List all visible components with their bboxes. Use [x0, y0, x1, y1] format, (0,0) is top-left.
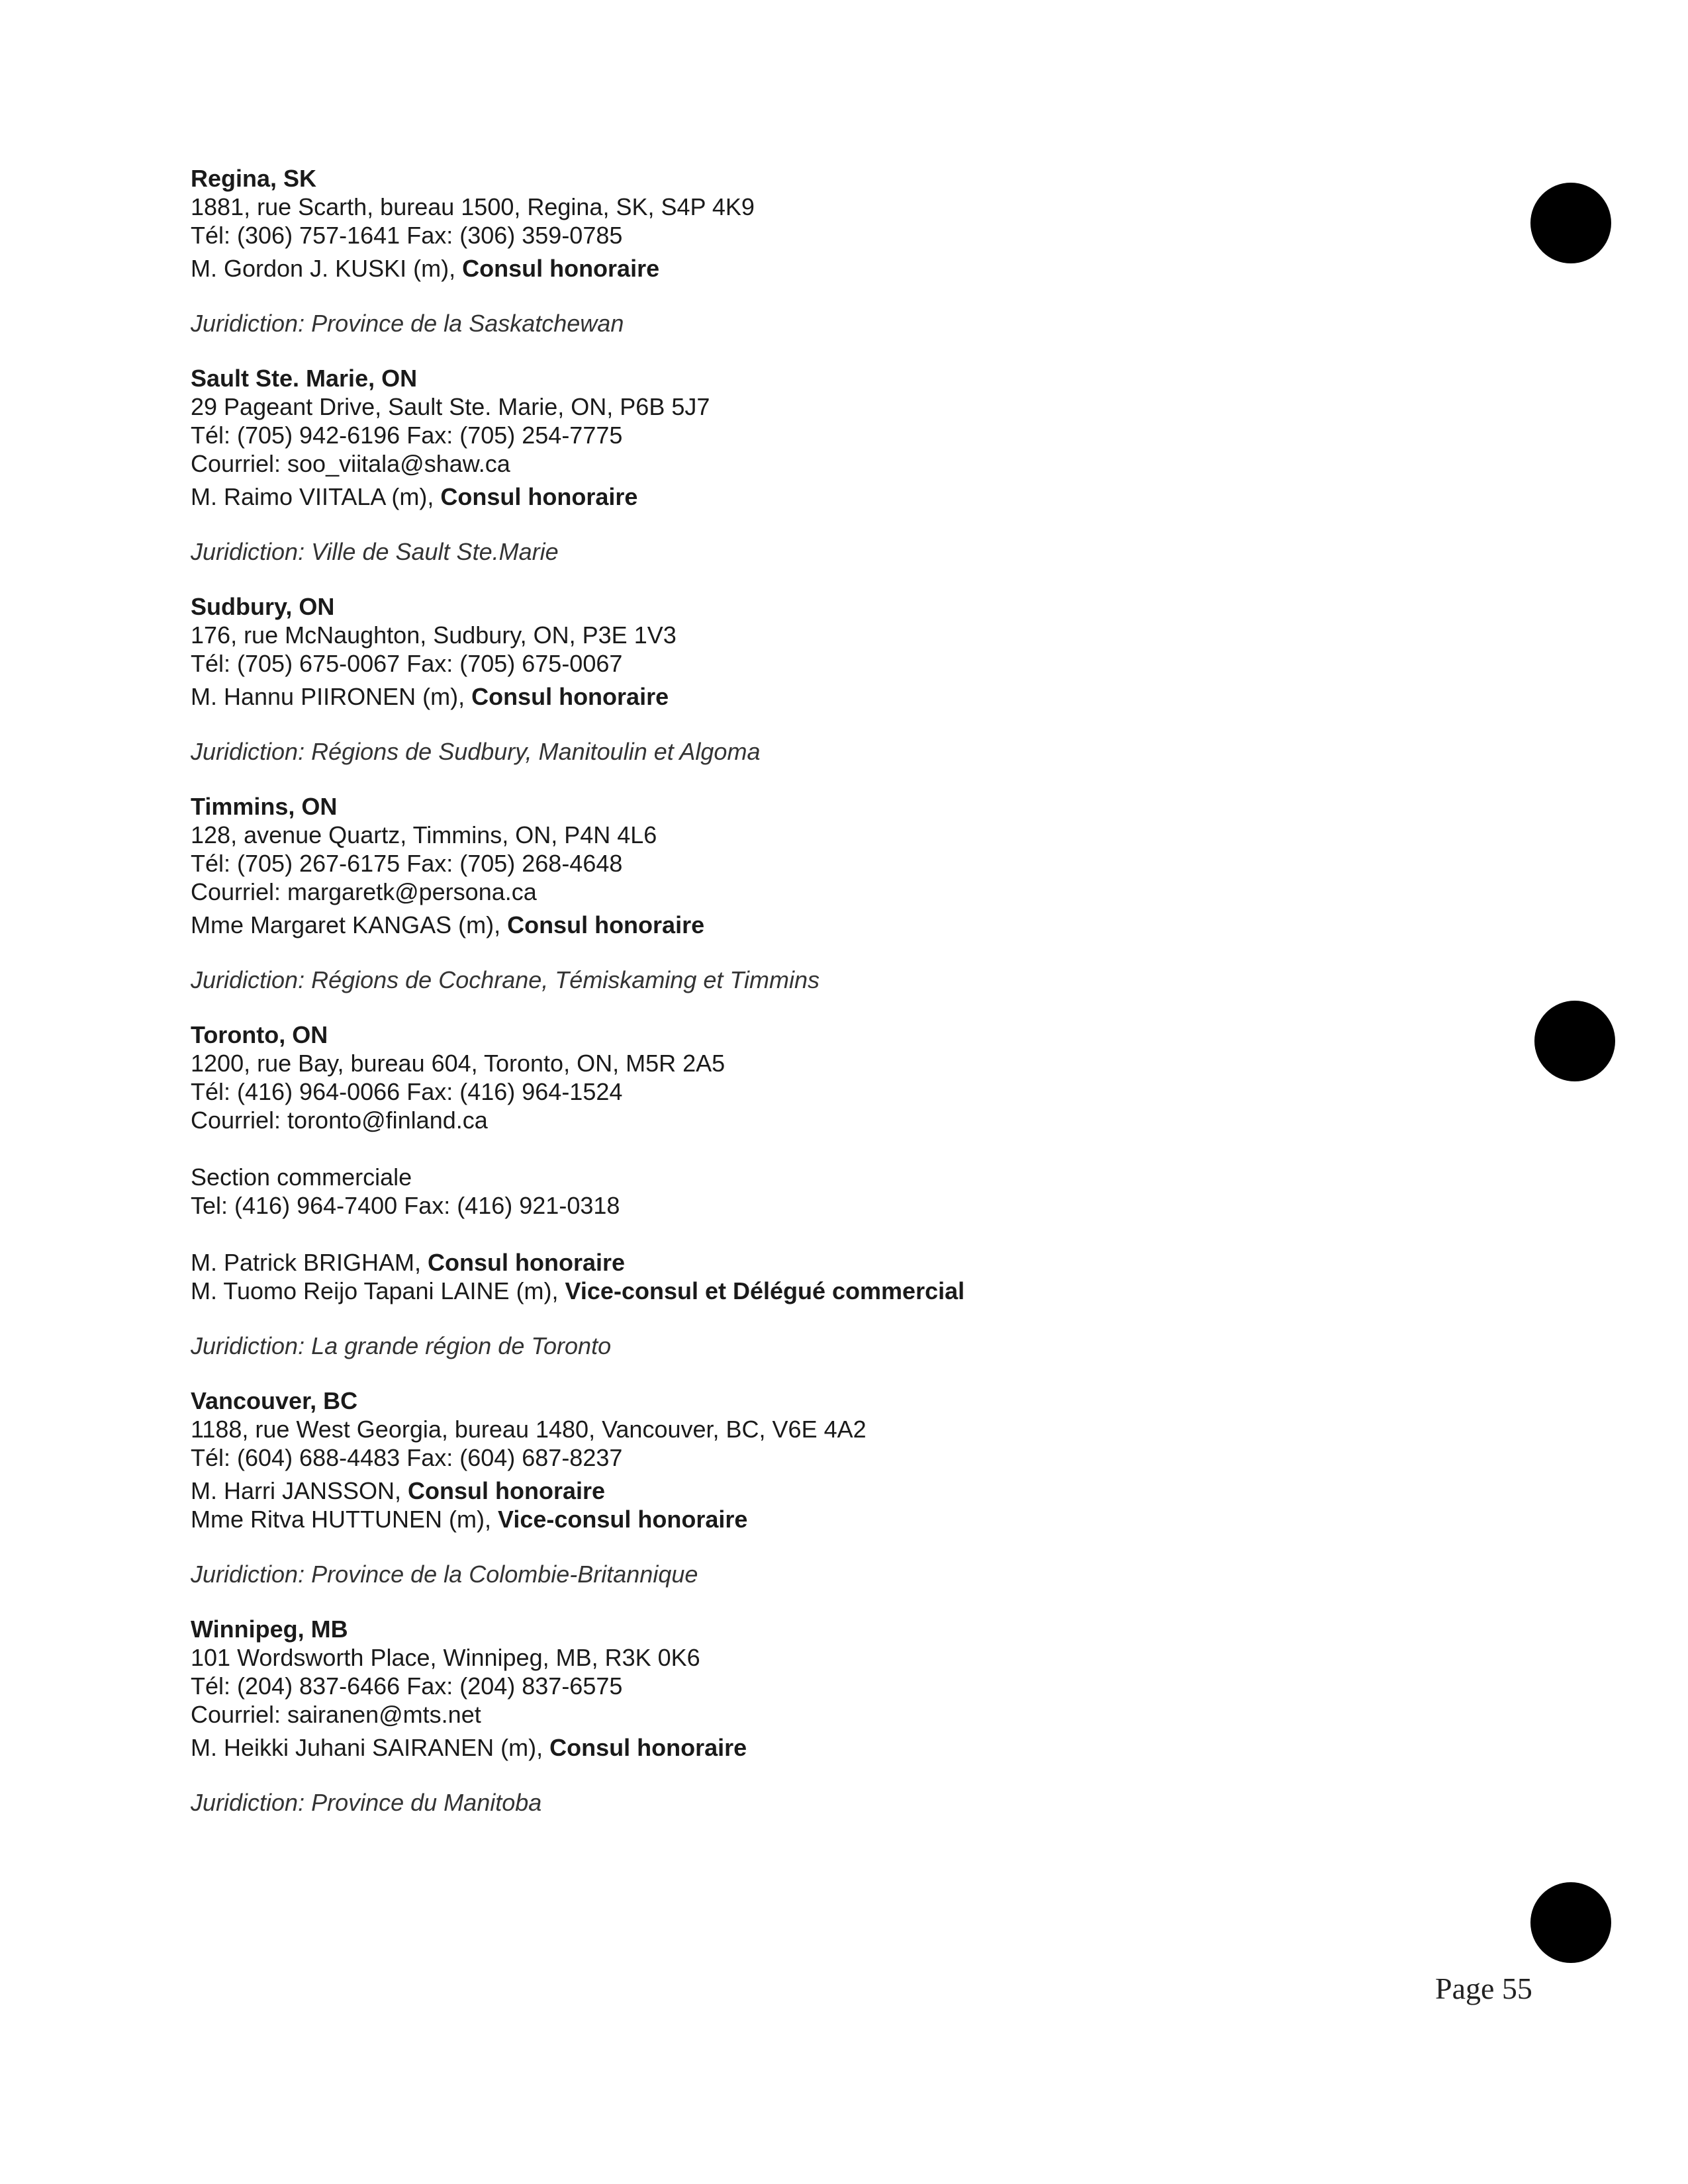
person-name: Mme Margaret KANGAS (m), — [191, 911, 508, 938]
person-name: M. Raimo VIITALA (m), — [191, 483, 441, 510]
section-heading: Section commerciale — [191, 1163, 412, 1191]
person-title: Consul honoraire — [507, 911, 705, 938]
consul-person — [191, 1277, 1448, 1305]
address-line: 1200, rue Bay, bureau 604, Toronto, ON, M5R 2A5 — [191, 1050, 726, 1077]
person-name: M. Patrick BRIGHAM, — [191, 1249, 428, 1276]
person-title: Consul honoraire — [408, 1477, 606, 1504]
consul-person — [191, 482, 1448, 511]
punch-hole — [1534, 1001, 1615, 1081]
consul-person — [191, 1248, 1448, 1277]
person-name: Mme Ritva HUTTUNEN (m), — [191, 1506, 498, 1533]
phone-fax-line: Tél: (416) 964-0066 Fax: (416) 964-1524 — [191, 1078, 623, 1105]
email-line: Courriel: toronto@finland.ca — [191, 1107, 488, 1134]
jurisdiction: Juridiction: Province du Manitoba — [191, 1789, 542, 1816]
person-title: Consul honoraire — [549, 1734, 747, 1761]
phone-fax-line: Tél: (705) 942-6196 Fax: (705) 254-7775 — [191, 422, 623, 449]
consul-person — [191, 682, 1448, 711]
address-line: 128, avenue Quartz, Timmins, ON, P4N 4L6 — [191, 821, 657, 848]
email-line: Courriel: sairanen@mts.net — [191, 1701, 481, 1728]
consul-person — [191, 1505, 1448, 1533]
jurisdiction: Juridiction: Régions de Cochrane, Témiskaming et Timmins — [191, 966, 820, 993]
phone-fax-line: Tel: (416) 964-7400 Fax: (416) 921-0318 — [191, 1192, 620, 1219]
jurisdiction: Juridiction: La grande région de Toronto — [191, 1332, 612, 1359]
consulate-entry — [191, 1021, 1448, 1360]
consulate-list — [191, 164, 1448, 1843]
phone-fax-line: Tél: (306) 757-1641 Fax: (306) 359-0785 — [191, 222, 623, 249]
email-line: Courriel: soo_viitala@shaw.ca — [191, 450, 510, 477]
punch-hole — [1530, 1882, 1611, 1963]
consulate-entry — [191, 592, 1448, 766]
person-name: M. Harri JANSSON, — [191, 1477, 408, 1504]
person-title: Consul honoraire — [440, 483, 638, 510]
city-heading: Toronto, ON — [191, 1021, 328, 1048]
city-heading: Timmins, ON — [191, 793, 338, 820]
jurisdiction: Juridiction: Ville de Sault Ste.Marie — [191, 538, 559, 565]
jurisdiction: Juridiction: Province de la Saskatchewan — [191, 310, 624, 337]
consul-person — [191, 1477, 1448, 1505]
person-name: M. Gordon J. KUSKI (m), — [191, 255, 463, 282]
phone-fax-line: Tél: (705) 675-0067 Fax: (705) 675-0067 — [191, 650, 623, 677]
consulate-entry — [191, 364, 1448, 566]
email-line: Courriel: margaretk@persona.ca — [191, 878, 537, 905]
consulate-entry — [191, 1615, 1448, 1817]
person-name: M. Hannu PIIRONEN (m), — [191, 683, 472, 710]
address-line: 1881, rue Scarth, bureau 1500, Regina, SK, S4P 4K9 — [191, 193, 755, 220]
phone-fax-line: Tél: (604) 688-4483 Fax: (604) 687-8237 — [191, 1444, 623, 1471]
person-title: Consul honoraire — [462, 255, 660, 282]
person-title: Vice-consul et Délégué commercial — [565, 1277, 965, 1304]
address-line: 176, rue McNaughton, Sudbury, ON, P3E 1V3 — [191, 621, 677, 649]
phone-fax-line: Tél: (705) 267-6175 Fax: (705) 268-4648 — [191, 850, 623, 877]
city-heading: Sault Ste. Marie, ON — [191, 365, 418, 392]
city-heading: Vancouver, BC — [191, 1387, 358, 1414]
city-heading: Regina, SK — [191, 165, 317, 192]
person-title: Consul honoraire — [428, 1249, 626, 1276]
consul-person — [191, 254, 1448, 283]
page-number: Page 55 — [1435, 1972, 1532, 2005]
consulate-entry — [191, 164, 1448, 338]
address-line: 1188, rue West Georgia, bureau 1480, Vancouver, BC, V6E 4A2 — [191, 1416, 867, 1443]
consul-person — [191, 1733, 1448, 1762]
jurisdiction: Juridiction: Province de la Colombie-Britannique — [191, 1561, 698, 1588]
address-line: 29 Pageant Drive, Sault Ste. Marie, ON, P6B 5J7 — [191, 393, 710, 420]
person-title: Consul honoraire — [471, 683, 669, 710]
person-title: Vice-consul honoraire — [497, 1506, 748, 1533]
city-heading: Winnipeg, MB — [191, 1615, 348, 1643]
consulate-entry — [191, 1387, 1448, 1588]
person-name: M. Heikki Juhani SAIRANEN (m), — [191, 1734, 550, 1761]
person-name: M. Tuomo Reijo Tapani LAINE (m), — [191, 1277, 565, 1304]
jurisdiction: Juridiction: Régions de Sudbury, Manitoulin et Algoma — [191, 738, 761, 765]
consulate-entry — [191, 792, 1448, 994]
phone-fax-line: Tél: (204) 837-6466 Fax: (204) 837-6575 — [191, 1672, 623, 1700]
address-line: 101 Wordsworth Place, Winnipeg, MB, R3K 0K6 — [191, 1644, 700, 1671]
consul-person — [191, 911, 1448, 939]
city-heading: Sudbury, ON — [191, 593, 335, 620]
punch-hole — [1530, 183, 1611, 263]
